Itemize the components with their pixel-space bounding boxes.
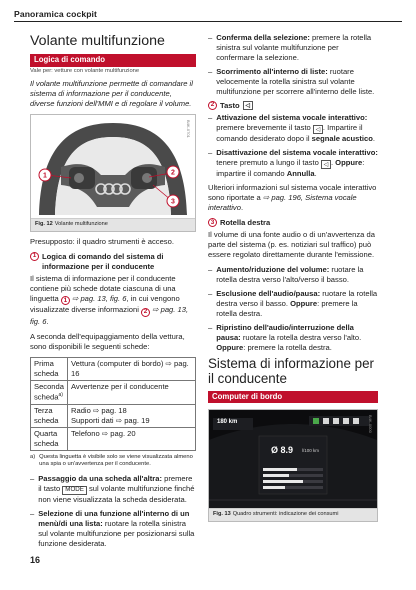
number-badge-1-inline: 1 bbox=[61, 296, 70, 305]
callout-1: 1 bbox=[43, 172, 47, 180]
figure-code: B4K-0701 bbox=[186, 120, 191, 139]
list-item-body-3: : impartire il comando bbox=[216, 158, 365, 179]
section-2-heading bbox=[208, 101, 378, 111]
table-row bbox=[31, 427, 196, 450]
list-item-body: ruotare la rotella destra verso l'alto/verso il basso. bbox=[216, 265, 364, 285]
list-item-end: . bbox=[372, 134, 375, 144]
figure-caption bbox=[31, 218, 195, 230]
list-item bbox=[30, 509, 196, 549]
list-item-text bbox=[216, 289, 378, 319]
dash-bullet: – bbox=[208, 323, 213, 333]
intro-paragraph: Il volante multifunzione permette di comandare il sistema di informazione per il conducente, diverse funzioni dell'MMI e di regolare il volume. bbox=[30, 79, 193, 109]
number-badge-1: 1 bbox=[30, 252, 39, 261]
list-item-body-2: . Impartire il comando desiderato dopo il bbox=[216, 123, 363, 144]
number-badge-2: 2 bbox=[208, 101, 217, 110]
instrument-cluster-screen bbox=[209, 410, 377, 508]
list-item-text bbox=[38, 474, 196, 505]
list-item-emphasis-2: Annulla bbox=[286, 169, 315, 179]
page-ref-link[interactable]: ⇨ pag. 196, Sistema vocale interattivo bbox=[208, 193, 357, 213]
figure-caption-text: Volante multifunzione bbox=[54, 221, 108, 228]
list-item-body-2: : premere la rotella destra. bbox=[243, 343, 332, 353]
more-info-text: Ulteriori informazioni sul sistema vocale interattivo sono riportate a bbox=[208, 183, 377, 203]
voice-key-icon: ◁ bbox=[243, 101, 253, 110]
dash-bullet: – bbox=[30, 508, 35, 518]
table-row bbox=[31, 358, 196, 381]
instrument-cluster-figure bbox=[208, 409, 378, 521]
dash-bullet: – bbox=[208, 289, 213, 299]
more-info-paragraph bbox=[208, 183, 378, 213]
list-item-body-2: sul volante multifunzione finché non viene visualizzata la scheda desiderata. bbox=[38, 483, 195, 504]
list-item-emphasis: Oppure bbox=[216, 343, 244, 353]
list-item-label: Esclusione dell'audio/pausa: bbox=[216, 289, 321, 299]
list-item-label: Aumento/riduzione del volume: bbox=[216, 265, 330, 275]
figure-number: Fig. 12 bbox=[35, 221, 53, 228]
tabs-table bbox=[30, 357, 196, 451]
table-cell-content: Avvertenze per il conducente bbox=[67, 381, 195, 405]
list-item bbox=[208, 148, 378, 179]
tabs-paragraph-end: . bbox=[46, 317, 49, 327]
page-number: 16 bbox=[30, 555, 41, 565]
table-cell-tab bbox=[31, 381, 68, 405]
list-item-label: Disattivazione del sistema vocale interattivo: bbox=[216, 148, 378, 158]
table-row bbox=[31, 404, 196, 427]
list-item-body: ruotare la rotella destra verso l'alto. bbox=[240, 333, 362, 343]
volume-paragraph: Il volume di una fonte audio o di un'avvertenza da parte del sistema (p. es. notiziari sul traffico) può essere regolato direttamente durante l'emissione. bbox=[208, 230, 375, 260]
section-title: Volante multifunzione bbox=[30, 33, 165, 49]
footnote-mark: a) bbox=[30, 453, 36, 460]
footnote-text: Questa linguetta è visibile solo se viene visualizzata almeno una spia o un'avvertenza per il conducente. bbox=[39, 453, 193, 468]
voice-key-icon: ◁ bbox=[321, 160, 331, 169]
figure-code: B4K-0000 bbox=[368, 415, 373, 433]
list-item-body: premere brevemente il tasto bbox=[216, 123, 313, 133]
list-item-text bbox=[216, 33, 378, 63]
more-info-end: . bbox=[240, 203, 244, 213]
footnote bbox=[30, 454, 196, 469]
tabs-paragraph bbox=[30, 274, 196, 327]
list-item-text bbox=[216, 323, 378, 353]
figure-number: Fig. 13 bbox=[213, 511, 231, 518]
steering-wheel-figure bbox=[30, 114, 196, 231]
list-item-emphasis: segnale acustico bbox=[311, 134, 373, 144]
list-item-body: ruotare la rotella destra verso il basso. bbox=[216, 289, 378, 309]
list-item-text bbox=[216, 67, 378, 97]
table-cell-content: Vettura (computer di bordo) ⇨ pag. 16 bbox=[67, 358, 195, 381]
list-item-end: . bbox=[314, 169, 317, 179]
section-2-title: Tasto bbox=[220, 101, 240, 111]
steering-wheel-illustration bbox=[31, 115, 195, 215]
list-item-body: premere la rotella sinistra sul volante multifunzione per confermare la selezione. bbox=[216, 33, 372, 63]
header-rule bbox=[14, 21, 402, 22]
section-3-heading bbox=[208, 218, 378, 228]
running-header: Panoramica cockpit bbox=[14, 9, 97, 19]
list-item-text bbox=[216, 148, 378, 179]
page-ref-link-2[interactable]: ⇨ pag. 13, fig. 6 bbox=[30, 305, 189, 327]
list-item-text bbox=[38, 509, 196, 549]
figure-caption bbox=[209, 508, 377, 520]
right-column bbox=[208, 33, 378, 527]
number-badge-3: 3 bbox=[208, 218, 217, 227]
section-3-title: Rotella destra bbox=[220, 218, 271, 228]
list-item-emphasis: Oppure bbox=[335, 158, 363, 168]
list-item-body: ruotare la rotella sinistra sul volante multifunzione per posizionarsi sulla funzione desiderata. bbox=[38, 518, 195, 548]
dash-bullet: – bbox=[208, 265, 213, 275]
table-cell-tab: Quarta scheda bbox=[31, 427, 68, 450]
list-item-text bbox=[216, 265, 378, 285]
left-column bbox=[30, 33, 196, 553]
list-item-body: premere il tasto bbox=[38, 473, 193, 493]
list-item bbox=[208, 113, 378, 144]
range-readout: 180 km bbox=[217, 419, 238, 426]
list-item bbox=[208, 265, 378, 285]
table-cell-content: Radio ⇨ pag. 18 Supporti dati ⇨ pag. 19 bbox=[67, 404, 195, 427]
table-cell-content: Telefono ⇨ pag. 20 bbox=[67, 427, 195, 450]
list-item-label: Conferma della selezione: bbox=[216, 33, 310, 42]
list-item bbox=[208, 323, 378, 353]
list-item-label: Attivazione del sistema vocale interattivo: bbox=[216, 113, 368, 123]
list-item-label: Ripristino dell'audio/interruzione della pausa: bbox=[216, 323, 354, 343]
callout-2: 2 bbox=[171, 169, 175, 177]
tabs-paragraph-text-2: , in cui vengono visualizzate diverse informazioni bbox=[30, 293, 180, 315]
section-1-heading bbox=[30, 252, 196, 272]
equipment-paragraph: A seconda dell'equipaggiamento della vettura, sono disponibili le seguenti schede: bbox=[30, 332, 185, 352]
mode-key: MODE bbox=[62, 486, 87, 495]
dash-bullet: – bbox=[208, 113, 213, 123]
subsection-bar: Logica di comando bbox=[30, 54, 196, 66]
list-item bbox=[208, 33, 378, 63]
validity-note: Vale per: vetture con volante multifunzione bbox=[30, 67, 140, 74]
list-item-label: Passaggio da una scheda all'altra: bbox=[38, 473, 163, 483]
section-title-2: Sistema di informazione per il conducente bbox=[208, 356, 374, 387]
list-item-body: ruotare velocemente la rotella sinistra sul volante multifunzione per scorrere all'interno delle liste. bbox=[216, 67, 375, 97]
dash-bullet: – bbox=[30, 473, 35, 483]
consumption-readout: Ø 8.9 bbox=[271, 445, 294, 456]
consumption-unit: l/100 km bbox=[302, 448, 320, 454]
tabs-paragraph-text: Il sistema di informazione per il conducente contiene più schede dotate ciascuna di una linguetta bbox=[30, 273, 176, 303]
dash-bullet: – bbox=[208, 148, 213, 158]
list-item-emphasis: Oppure bbox=[290, 299, 318, 309]
table-cell-tab: Prima scheda bbox=[31, 358, 68, 381]
table-row bbox=[31, 381, 196, 405]
list-item-label: Scorrimento all'interno di liste: bbox=[216, 67, 328, 77]
footnote-marker: a) bbox=[58, 392, 63, 399]
list-item bbox=[208, 67, 378, 97]
list-item-label: Selezione di una funzione all'interno di un menù/di una lista: bbox=[38, 508, 190, 528]
list-item bbox=[30, 474, 196, 505]
dash-bullet: – bbox=[208, 33, 213, 42]
list-item-body: tenere premuto a lungo il tasto bbox=[216, 158, 321, 168]
list-item bbox=[208, 289, 378, 319]
section-1-title: Logica di comando del sistema di informazione per il conducente bbox=[42, 251, 164, 271]
prerequisite: Presupposto: il quadro strumenti è acceso. bbox=[30, 236, 174, 246]
voice-key-icon: ◁ bbox=[313, 125, 323, 134]
number-badge-2-inline: 2 bbox=[141, 308, 150, 317]
page-ref-link[interactable]: ⇨ pag. 13, fig. 6 bbox=[71, 293, 127, 303]
table-cell-tab: Terza scheda bbox=[31, 404, 68, 427]
subsection-bar-2: Computer di bordo bbox=[208, 391, 378, 403]
list-item-text bbox=[216, 113, 378, 144]
table-cell-tab-text: Seconda scheda bbox=[34, 382, 64, 402]
callout-3: 3 bbox=[171, 198, 175, 206]
list-item-body-2: . bbox=[330, 158, 336, 168]
list-item-body-2: : premere la rotella destra. bbox=[216, 299, 358, 319]
dash-bullet: – bbox=[208, 67, 213, 77]
figure-caption-text: Quadro strumenti: indicazione dei consumi bbox=[232, 511, 339, 518]
